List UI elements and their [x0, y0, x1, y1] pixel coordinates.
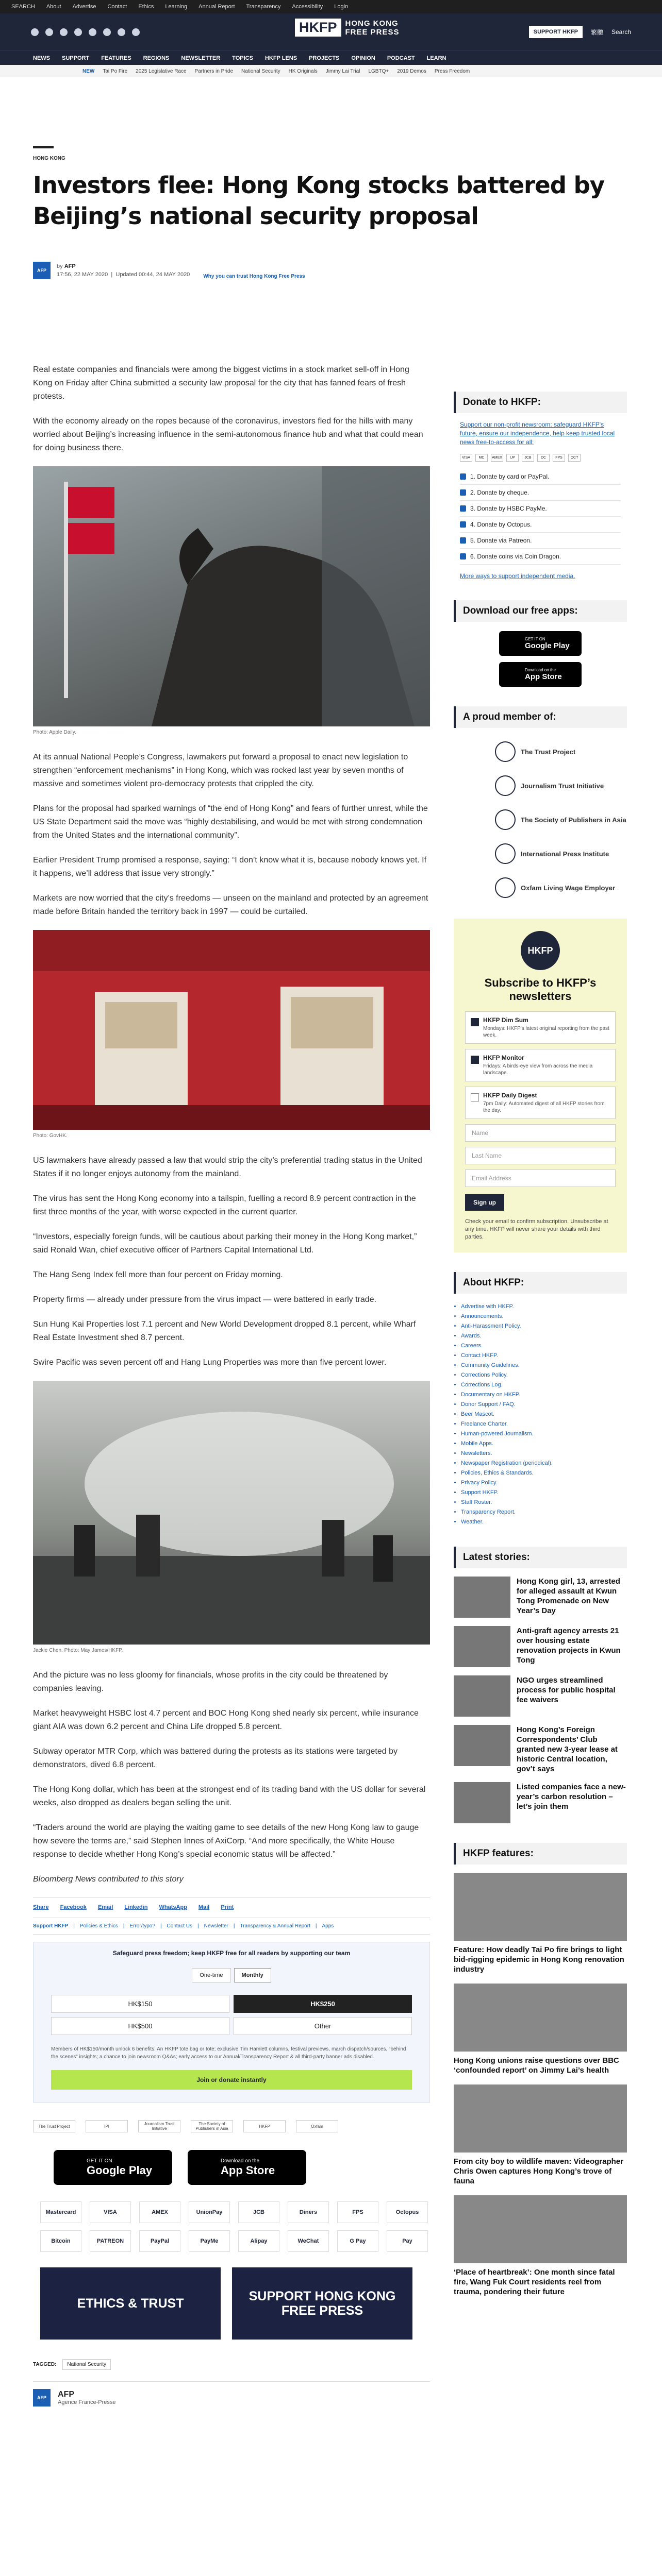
payment-logo: Bitcoin: [40, 2230, 81, 2252]
footer-link[interactable]: Policies & Ethics: [79, 1923, 118, 1929]
annual-report-link[interactable]: Annual Report: [198, 4, 235, 10]
paragraph: And the picture was no less gloomy for financials, whose profits in the city could be threatened by companies leaving.: [33, 1671, 388, 1693]
sidebar: [454, 392, 627, 2316]
share-facebook-link[interactable]: Facebook: [60, 1904, 87, 1910]
nav-topics[interactable]: TOPICS: [232, 55, 253, 61]
ethics-banner[interactable]: ETHICS & TRUST: [40, 2267, 221, 2340]
story-thumbnail[interactable]: [454, 1577, 510, 1618]
member-logo[interactable]: Oxfam Living Wage Employer: [495, 876, 627, 899]
author-box-name[interactable]: AFP: [58, 2390, 74, 2399]
card-logo: VISA: [460, 454, 472, 462]
about-link[interactable]: • Beer Mascot.: [461, 1410, 627, 1419]
newsletter-logo: HKFP: [521, 931, 560, 970]
promo-banners: [33, 2267, 430, 2340]
ethics-link[interactable]: Ethics: [138, 4, 154, 10]
paragraph: Plans for the proposal had sparked warnings of “the end of Hong Kong” and fears of further unrest, while the US State Department said the move was “highly destabilising, and would be met with strong condemnation from the United States and the international community”.: [33, 804, 428, 840]
newsletter-option-daily[interactable]: HKFP Daily Digest 7pm Daily: Automated digest of all HKFP stories from the day.: [465, 1087, 616, 1119]
trust-project-icon: [495, 741, 516, 762]
payment-logo: JCB: [238, 2201, 279, 2223]
facebook-icon[interactable]: [31, 28, 39, 36]
donate-widget-title: Donate to HKFP:: [454, 392, 627, 413]
card-logo: FPS: [553, 454, 565, 462]
nav-news[interactable]: NEWS: [33, 55, 50, 61]
share-whatsapp-link[interactable]: WhatsApp: [159, 1904, 187, 1910]
utility-bar: [0, 0, 662, 13]
trust-link[interactable]: Why you can trust Hong Kong Free Press: [203, 274, 305, 279]
paragraph: With the economy already on the ropes because of the coronavirus, investors fled for the hills with many worried about Beijing’s increasing influence in the semi-autonomous finance hub and what that could mean for doing business there.: [33, 417, 423, 452]
payment-logo: UnionPay: [189, 2201, 230, 2223]
about-widget: [454, 1272, 627, 1527]
partner-logo[interactable]: The Society of Publishers in Asia: [191, 2120, 233, 2132]
bull-statue-illustration: [33, 466, 430, 726]
article-image-npc-exhibit[interactable]: [33, 930, 430, 1130]
card-logo: JCB: [522, 454, 534, 462]
about-link[interactable]: • Staff Roster.: [461, 1498, 627, 1507]
donate-option[interactable]: 2. Donate by cheque.: [460, 485, 621, 501]
contact-link[interactable]: Contact: [107, 4, 127, 10]
member-logo[interactable]: Journalism Trust Initiative: [495, 774, 627, 797]
paragraph: The Hang Seng Index fell more than four percent on Friday morning.: [33, 1270, 283, 1279]
card-logo: DC: [537, 454, 550, 462]
newsletter-note: Check your email to confirm subscription. Unsubscribe at any time. HKFP will never share your details with third parties.: [465, 1218, 608, 1240]
updated-date: Updated 00:44, 24 MAY 2020: [115, 272, 190, 278]
about-link[interactable]: • Advertise with HKFP.: [461, 1302, 627, 1312]
payment-logo: VISA: [90, 2201, 131, 2223]
instagram-icon[interactable]: [60, 28, 68, 36]
threads-icon[interactable]: [74, 28, 82, 36]
paragraph: Earlier President Trump promised a response, saying: “I don’t know what it is, because nobody knows yet. If it happens, we’ll address that issue very strongly.”: [33, 856, 427, 878]
monthly-toggle[interactable]: Monthly: [234, 1968, 271, 1982]
share-mail-link[interactable]: Mail: [198, 1904, 210, 1910]
tag-link[interactable]: National Security: [62, 2359, 111, 2370]
trending-item[interactable]: HK Originals: [288, 68, 318, 74]
card-logo: AMEX: [491, 454, 503, 462]
author-avatar[interactable]: AFP: [33, 262, 51, 279]
oxfam-icon: [495, 877, 516, 898]
amount-option-other[interactable]: Other: [234, 2017, 412, 2035]
card-logos: [460, 454, 621, 462]
member-logo[interactable]: The Society of Publishers in Asia: [495, 808, 627, 831]
payment-methods: [33, 2201, 430, 2252]
transparency-link[interactable]: Transparency: [246, 4, 281, 10]
newsletter-option-dim-sum[interactable]: HKFP Dim Sum Mondays: HKFP's latest original reporting from the past week.: [465, 1011, 616, 1044]
telegram-icon[interactable]: [118, 28, 125, 36]
author-box-avatar[interactable]: AFP: [33, 2389, 51, 2406]
published-date: 17:56, 22 MAY 2020: [57, 272, 108, 278]
about-link[interactable]: • Community Guidelines.: [461, 1361, 627, 1370]
payment-logo: Diners: [288, 2201, 329, 2223]
article-footer-links: Support HKFP | Policies & Ethics | Error/typo? | Contact Us | Newsletter | Transparency & Annual Report | Apps: [33, 1918, 430, 1935]
payment-logo: G Pay: [337, 2230, 378, 2252]
payment-icon: [460, 505, 466, 512]
image-caption: Jackie Chen. Photo: May James/HKFP.: [33, 1648, 123, 1653]
paragraph: Markets are now worried that the city’s freedoms — unseen on the mainland and protected by an agreement made before Britain handed the territory back in 1997 — could be curtailed.: [33, 894, 428, 916]
logo-mark: HKFP: [295, 19, 341, 37]
payment-icon: [460, 489, 466, 496]
trending-item[interactable]: Partners in Pride: [194, 68, 234, 74]
share-bar: [33, 1897, 430, 1910]
payment-icon: [460, 553, 466, 560]
nav-opinion[interactable]: OPINION: [351, 55, 375, 61]
apps-widget: [454, 600, 627, 687]
social-links: [31, 28, 140, 36]
about-link[interactable]: • Anti-Harassment Policy.: [461, 1321, 627, 1331]
card-logo: UP: [506, 454, 519, 462]
about-link[interactable]: • Donor Support / FAQ.: [461, 1400, 627, 1410]
x-icon[interactable]: [45, 28, 53, 36]
paragraph: Swire Pacific was seven percent off and Hang Lung Properties was more than five percent lower.: [33, 1358, 387, 1367]
footer-link[interactable]: Contact Us: [167, 1923, 193, 1929]
donation-box: [33, 1942, 430, 2103]
features-widget: [454, 1843, 627, 2297]
amount-option[interactable]: HK$150: [51, 1995, 229, 2013]
feature-thumbnail[interactable]: [454, 2195, 627, 2263]
about-link[interactable]: • Corrections Policy.: [461, 1370, 627, 1380]
credit-line: Bloomberg News contributed to this story: [33, 1875, 184, 1884]
language-link[interactable]: 繁體: [590, 28, 603, 36]
app-store-badge[interactable]: Download on the App Store: [188, 2150, 306, 2185]
about-link[interactable]: • Corrections Log.: [461, 1380, 627, 1390]
footer-link[interactable]: Error/typo?: [129, 1923, 155, 1929]
category-label[interactable]: HONG KONG: [33, 156, 65, 161]
member-widget: [454, 706, 627, 899]
email-input[interactable]: Email Address: [465, 1170, 616, 1187]
article-divider: [33, 146, 54, 148]
article-image-protest[interactable]: [33, 1381, 430, 1645]
trending-item[interactable]: Tai Po Fire: [103, 68, 128, 74]
paragraph: Market heavyweight HSBC lost 4.7 percent and BOC Hong Kong shed nearly six percent, while insurance giant AIA was down 6.2 percent and China Life dropped 5.8 percent.: [33, 1709, 419, 1731]
sidebar-app-store-badge[interactable]: Download on the App Store: [499, 662, 582, 687]
about-link[interactable]: • Transparency Report.: [461, 1507, 627, 1517]
tags: [33, 2359, 430, 2370]
linkedin-icon[interactable]: [103, 28, 111, 36]
newsletter-widget: [454, 919, 627, 1252]
feature-link[interactable]: From city boy to wildlife maven: Videographer Chris Owen captures Hong Kong’s trove of fauna: [454, 2157, 623, 2185]
rss-icon[interactable]: [132, 28, 140, 36]
paragraph: “Investors, especially foreign funds, will be cautious about parking their money in the Hong Kong market,” said Ronald Wan, chief executive officer of Partners Capital International Ltd.: [33, 1232, 417, 1255]
support-button[interactable]: SUPPORT HKFP: [529, 26, 583, 38]
membership-note: Members of HK$150/month unlock 6 benefits: An HKFP tote bag or tote; exclusive Tim Hamlett columns, festival previews, march dispatch/sources, “behind the scenes” insights; a chance to join newsroom Q&As; early access to our Annual/Transparency Report & all third-party banner ads disabled.: [51, 2046, 406, 2060]
story-thumbnail[interactable]: [454, 1626, 510, 1667]
paragraph: Real estate companies and financials were among the biggest victims in a stock market sell-off in Hong Kong on Friday after China submitted a security law proposal for the city that has fanned fears of fresh protests.: [33, 365, 409, 401]
about-list: [461, 1302, 627, 1527]
jti-icon: [495, 775, 516, 796]
payment-logo: Pay: [387, 2230, 428, 2252]
about-widget-title: About HKFP:: [454, 1272, 627, 1294]
image-caption: Photo: GovHK.: [33, 1133, 68, 1139]
member-logo[interactable]: International Press Institute: [495, 842, 627, 865]
partner-logo[interactable]: Oxfam: [296, 2120, 338, 2132]
tags-label: TAGGED:: [33, 2362, 57, 2367]
trending-item[interactable]: National Security: [241, 68, 280, 74]
sidebar-google-play-badge[interactable]: GET IT ON Google Play: [499, 631, 582, 656]
about-link[interactable]: • Documentary on HKFP.: [461, 1390, 627, 1400]
about-link[interactable]: • Awards.: [461, 1331, 627, 1341]
sopa-icon: [495, 809, 516, 830]
trending-item[interactable]: Jimmy Lai Trial: [325, 68, 360, 74]
payment-icon: [460, 473, 466, 480]
about-link[interactable]: • Announcements.: [461, 1312, 627, 1321]
about-link[interactable]: • Support HKFP.: [461, 1488, 627, 1498]
byline-meta: by AFP 17:56, 22 MAY 2020 | Updated 00:44, 24 MAY 2020: [57, 263, 190, 278]
payment-logo: PATREON: [90, 2230, 131, 2252]
member-widget-title: A proud member of:: [454, 706, 627, 728]
feature-thumbnail[interactable]: [454, 2084, 627, 2153]
newsletter-option-monitor[interactable]: HKFP Monitor Fridays: A birds-eye view from across the media landscape.: [465, 1049, 616, 1081]
member-logo[interactable]: The Trust Project: [495, 740, 627, 763]
payment-logo: PayPal: [139, 2230, 180, 2252]
footer-link[interactable]: Apps: [322, 1923, 334, 1929]
share-label: Share: [33, 1904, 49, 1910]
author-box: [33, 2381, 430, 2406]
apps-widget-title: Download our free apps:: [454, 600, 627, 622]
donate-option[interactable]: 4. Donate by Octopus.: [460, 517, 621, 533]
signup-button[interactable]: Sign up: [465, 1194, 504, 1211]
partner-logos: [33, 2120, 430, 2132]
share-email-link[interactable]: Email: [97, 1904, 113, 1910]
frequency-toggle: [34, 1968, 429, 1982]
google-play-badge[interactable]: GET IT ON Google Play: [54, 2150, 172, 2185]
donate-option[interactable]: 5. Donate via Patreon.: [460, 533, 621, 549]
donate-option[interactable]: 1. Donate by card or PayPal.: [460, 469, 621, 485]
card-logo: MC: [475, 454, 488, 462]
article-image-bull-statue[interactable]: [33, 466, 430, 726]
feature-link[interactable]: ‘Place of heartbreak’: One month since fatal fire, Wang Fuk Court residents reel from trauma, pondering their future: [454, 2268, 615, 2296]
trending-item[interactable]: Press Freedom: [434, 68, 470, 74]
partner-logo[interactable]: Journalism Trust Initiative: [138, 2120, 180, 2132]
payment-logo: AMEX: [139, 2201, 180, 2223]
card-logo: OCT: [568, 454, 581, 462]
trending-bar: [0, 65, 662, 77]
about-link[interactable]: • Mobile Apps.: [461, 1439, 627, 1449]
donation-heading: Safeguard press freedom; keep HKFP free for all readers by supporting our team: [112, 1950, 351, 1957]
about-link[interactable]: • Freelance Charter.: [461, 1419, 627, 1429]
payment-logo: FPS: [337, 2201, 378, 2223]
donate-option[interactable]: 6. Donate coins via Coin Dragon.: [460, 549, 621, 565]
app-store-badges: [33, 2150, 430, 2185]
payment-icon: [460, 537, 466, 544]
article-headline: Investors flee: Hong Kong stocks battered by Beijing’s national security proposal: [33, 172, 605, 230]
payment-icon: [460, 521, 466, 528]
nav-podcast[interactable]: PODCAST: [387, 55, 415, 61]
more-ways-link[interactable]: More ways to support independent media.: [460, 572, 575, 580]
trending-item[interactable]: 2019 Demos: [397, 68, 426, 74]
author-box-desc: Agence France-Presse: [58, 2399, 116, 2405]
paragraph: At its annual National People’s Congress, lawmakers put forward a proposal to enact new legislation to strengthen “enforcement mechanisms” in Hong Kong, which was rocked last year by seven months of massive and sometimes violent pro-democracy protests that crippled the city.: [33, 753, 408, 788]
ipi-icon: [495, 843, 516, 864]
story-thumbnail[interactable]: [454, 1782, 510, 1823]
paragraph: Subway operator MTR Corp, which was battered during the protests as its stations were targeted by demonstrators, dived 6.8 percent.: [33, 1747, 398, 1769]
feature-link[interactable]: Hong Kong unions raise questions over BBC ‘confounded report’ on Jimmy Lai’s health: [454, 2056, 619, 2075]
header-search-link[interactable]: Search: [611, 28, 631, 36]
login-link[interactable]: Login: [334, 4, 349, 10]
donate-option[interactable]: 3. Donate by HSBC PayMe.: [460, 501, 621, 517]
paragraph: “Traders around the world are playing the waiting game to see details of the new Hong Kong law to gauge how severe the terms are,” said Stephen Innes of AxiCorp. “And more specifically, the White House response to decide whether Hong Kong’s special economic status will be affected.”: [33, 1823, 419, 1859]
author-name[interactable]: AFP: [64, 263, 76, 269]
trending-item[interactable]: LGBTQ+: [368, 68, 389, 74]
feature-thumbnail[interactable]: [454, 1984, 627, 2052]
story-thumbnail[interactable]: [454, 1675, 510, 1717]
name-input[interactable]: Name: [465, 1124, 616, 1142]
latest-story[interactable]: NGO urges streamlined process for public hospital fee waivers: [454, 1675, 627, 1717]
main-nav: [0, 50, 662, 65]
feature-thumbnail[interactable]: [454, 1873, 627, 1941]
advertise-link[interactable]: Advertise: [72, 4, 96, 10]
about-link[interactable]: About: [46, 4, 61, 10]
amount-option[interactable]: HK$500: [51, 2017, 229, 2035]
about-link[interactable]: • Newsletters.: [461, 1449, 627, 1459]
amount-options: [51, 1995, 412, 2035]
share-print-link[interactable]: Print: [221, 1904, 234, 1910]
share-linkedin-link[interactable]: Linkedin: [124, 1904, 148, 1910]
support-banner[interactable]: SUPPORT HONG KONG FREE PRESS: [232, 2267, 412, 2340]
about-link[interactable]: • Careers.: [461, 1341, 627, 1351]
latest-story[interactable]: Hong Kong girl, 13, arrested for alleged assault at Kwun Tong Promenade on New Year’s Day: [454, 1577, 627, 1618]
latest-story[interactable]: Listed companies face a new-year’s carbon resolution – let’s join them: [454, 1782, 627, 1823]
paragraph: Sun Hung Kai Properties lost 7.1 percent and New World Development dropped 8.1 percent, while Wharf Real Estate Investment shed 8.7 percent.: [33, 1320, 416, 1342]
payment-logo: WeChat: [288, 2230, 329, 2252]
nav-support[interactable]: SUPPORT: [62, 55, 90, 61]
payment-logo: Alipay: [238, 2230, 279, 2252]
about-link[interactable]: • Contact HKFP.: [461, 1351, 627, 1361]
about-link[interactable]: • Human-powered Journalism.: [461, 1429, 627, 1439]
partner-logo[interactable]: IPI: [86, 2120, 128, 2132]
nav-lens[interactable]: HKFP LENS: [264, 55, 297, 61]
nav-features[interactable]: FEATURES: [101, 55, 131, 61]
trending-label: NEW: [82, 68, 95, 74]
accessibility-link[interactable]: Accessibility: [292, 4, 323, 10]
latest-widget-title: Latest stories:: [454, 1547, 627, 1568]
exhibit-illustration: [33, 930, 430, 1130]
image-caption: Photo: Apple Daily.: [33, 730, 76, 735]
partner-logo[interactable]: HKFP: [243, 2120, 286, 2132]
payment-logo: Mastercard: [40, 2201, 81, 2223]
features-widget-title: HKFP features:: [454, 1843, 627, 1865]
protest-illustration: [33, 1381, 430, 1645]
latest-story[interactable]: Hong Kong’s Foreign Correspondents’ Club granted new 3-year lease at historic Central location, gov’t says: [454, 1725, 627, 1774]
payment-logo: Octopus: [387, 2201, 428, 2223]
last-name-input[interactable]: Last Name: [465, 1147, 616, 1164]
about-link[interactable]: • Policies, Ethics & Standards.: [461, 1468, 627, 1478]
donate-widget-text[interactable]: Support our non-profit newsroom: safeguard HKFP's future, ensure our independence, help keep trusted local news free-to-access for all:: [460, 421, 615, 446]
site-logo[interactable]: [295, 19, 400, 37]
site-header: [0, 13, 662, 50]
latest-story[interactable]: Anti-graft agency arrests 21 over housing estate renovation projects in Kwun Tong: [454, 1626, 627, 1667]
nav-regions[interactable]: REGIONS: [143, 55, 170, 61]
newsletter-title: Subscribe to HKFP’s newsletters: [484, 976, 597, 1003]
paragraph: Property firms — already under pressure from the virus impact — were battered in early trade.: [33, 1295, 377, 1304]
logo-text: HONG KONG FREE PRESS: [345, 19, 400, 37]
footer-link[interactable]: Newsletter: [204, 1923, 228, 1929]
amount-option-selected[interactable]: HK$250: [234, 1995, 412, 2013]
paragraph: The Hong Kong dollar, which has been at the strongest end of its trading band with the US dollar for several weeks, also dropped as dealers began selling the unit.: [33, 1785, 426, 1807]
donate-button[interactable]: Join or donate instantly: [51, 2070, 412, 2090]
feature-link[interactable]: Feature: How deadly Tai Po fire brings to light bid-rigging epidemic in Hong Kong renovation industry: [454, 1945, 624, 1974]
footer-link[interactable]: Transparency & Annual Report: [240, 1923, 310, 1929]
about-link[interactable]: • Weather.: [461, 1517, 627, 1527]
payment-logo: PayMe: [189, 2230, 230, 2252]
partner-logo[interactable]: The Trust Project: [33, 2120, 75, 2132]
learning-link[interactable]: Learning: [165, 4, 188, 10]
nav-learn[interactable]: LEARN: [426, 55, 446, 61]
about-link[interactable]: • Privacy Policy.: [461, 1478, 627, 1488]
article-body: [33, 363, 430, 2406]
youtube-icon[interactable]: [89, 28, 96, 36]
story-thumbnail[interactable]: [454, 1725, 510, 1766]
nav-newsletter[interactable]: NEWSLETTER: [181, 55, 221, 61]
footer-link[interactable]: Support HKFP: [33, 1923, 69, 1929]
paragraph: The virus has sent the Hong Kong economy into a tailspin, fuelling a record 8.9 percent contraction in the first three months of the year, with worse expected in the current quarter.: [33, 1194, 416, 1216]
nav-projects[interactable]: PROJECTS: [309, 55, 340, 61]
one-time-toggle[interactable]: One-time: [192, 1968, 230, 1982]
donate-widget: [454, 392, 627, 581]
about-link[interactable]: • Newspaper Registration (periodical).: [461, 1459, 627, 1468]
paragraph: US lawmakers have already passed a law that would strip the city’s preferential trading status in the United States if it no longer enjoys autonomy from the mainland.: [33, 1156, 422, 1178]
trending-item[interactable]: 2025 Legislative Race: [136, 68, 187, 74]
byline: [33, 262, 305, 279]
latest-widget: [454, 1547, 627, 1823]
search-link[interactable]: SEARCH: [11, 4, 35, 10]
